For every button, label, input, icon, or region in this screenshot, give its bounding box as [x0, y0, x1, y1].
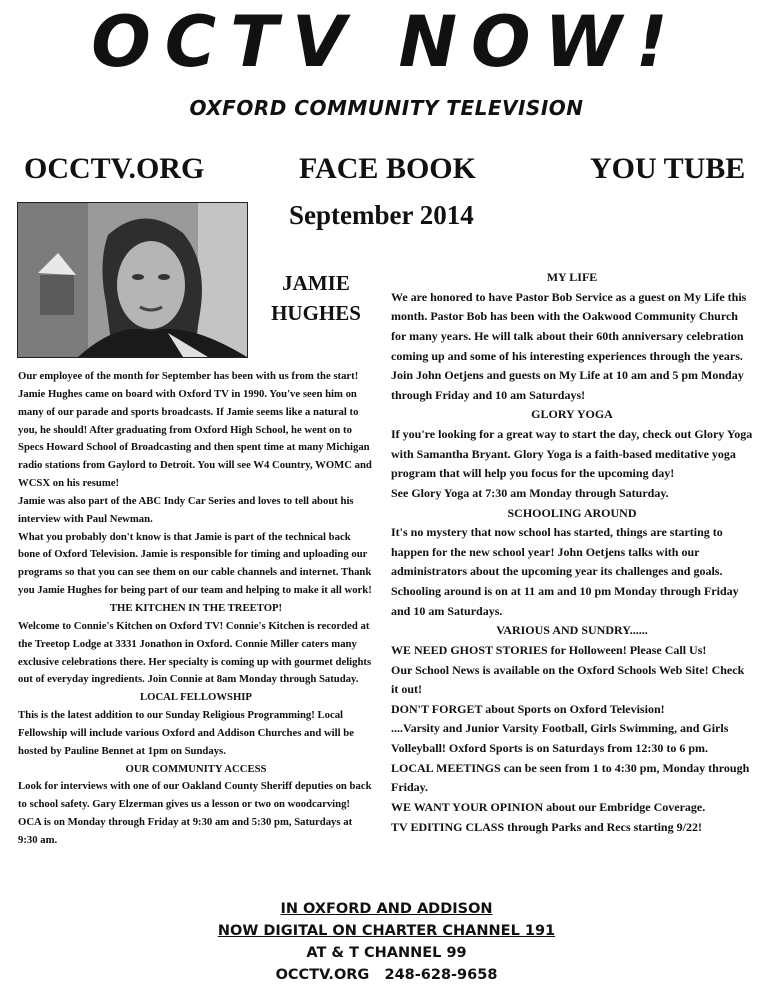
employee-paragraph: Jamie was also part of the ABC Indy Car Series and loves to tell about his interview with Paul Newman.: [18, 494, 354, 525]
issue-date: September 2014: [289, 200, 474, 230]
various-item: ....Varsity and Junior Varsity Football, Girls Swimming, and Girls Volleyball! Oxford Sports is on Saturdays from 12:30 to 6 pm.: [391, 721, 729, 755]
section-heading-schooling-around: SCHOOLING AROUND: [507, 505, 637, 520]
employee-last-name: HUGHES: [271, 301, 361, 325]
various-item: WE NEED GHOST STORIES for Holloween! Please Call Us!: [391, 642, 707, 657]
various-item: TV EDITING CLASS through Parks and Recs starting 9/22!: [391, 819, 702, 834]
right-column: [391, 268, 753, 837]
section-heading-various: VARIOUS AND SUNDRY......: [496, 623, 648, 638]
section-body-my-life: We are honored to have Pastor Bob Service as a guest on My Life this month. Pastor Bob has been with the Oakwood Community Church for many years. He will talk about their 60th anniversary celebration coming up and some of his interesting experiences through the years. Join John Oetjens and guests on My Life at 10 am and 5 pm Monday through Friday and 10 am Saturdays!: [391, 289, 747, 402]
section-body-schooling-around: It's no mystery that now school has started, things are starting to happen for the new school year! John Oetjens talks with our administrators about the upcoming year its challenges and goals. Schooling around is on at 11 am and 10 pm Monday through Friday and 10 am Saturdays.: [391, 525, 739, 618]
section-heading-my-life: MY LIFE: [546, 270, 598, 284]
section-body-community-access: Look for interviews with one of our Oakland County Sheriff deputies on back to school safety. Gary Elzerman gives us a lesson or two on woodcarving! OCA is on Monday through Friday at 9:30 am and 5:30 pm, Saturdays at 9:30 am.: [18, 780, 372, 846]
website-link[interactable]: OCCTV.ORG: [24, 152, 205, 185]
various-item: Our School News is available on the Oxford Schools Web Site! Check it out!: [391, 662, 745, 697]
section-body-glory-yoga: See Glory Yoga at 7:30 am Monday through Saturday.: [391, 485, 669, 500]
employee-name: [261, 268, 371, 328]
various-item: LOCAL MEETINGS can be seen from 1 to 4:30 pm, Monday through Friday.: [391, 760, 750, 795]
section-body-fellowship: This is the latest addition to our Sunday Religious Programming! Local Fellowship will include various Oxford and Addison Churches and will be hosted by Pauline Bennet at 1pm on Sundays.: [18, 709, 354, 757]
footer-line-2: NOW DIGITAL ON CHARTER CHANNEL 191: [217, 923, 556, 939]
left-column: [18, 368, 374, 850]
footer-line-4: OCCTV.ORG 248-628-9658: [275, 967, 498, 983]
footer-line-3: AT & T CHANNEL 99: [306, 945, 467, 961]
youtube-link[interactable]: YOU TUBE: [590, 152, 746, 185]
various-item: DON'T FORGET about Sports on Oxford Television!: [391, 701, 665, 716]
facebook-link[interactable]: FACE BOOK: [299, 152, 476, 185]
section-heading-community-access: OUR COMMUNITY ACCESS: [125, 762, 267, 775]
section-heading-glory-yoga: GLORY YOGA: [531, 407, 613, 422]
employee-paragraph: What you probably don't know is that Jamie is part of the technical back bone of Oxford Television. Jamie is responsible for timing and uploading our programs so that you can see them on our cable channels and internet. Thank you Jamie Hughes for being part of our team and helping to make it all work!: [18, 530, 372, 597]
footer-line-1: IN OXFORD AND ADDISON: [280, 901, 493, 917]
masthead-subtitle: OXFORD COMMUNITY TELEVISION: [189, 96, 584, 120]
employee-paragraph: Our employee of the month for September has been with us from the start! Jamie Hughes came on board with Oxford TV in 1990. You've seen him on many of our parade and sports broadcasts. If Jamie seems like a natural to you, he should! After graduating from Oxford High School, he went on to Specs Howard School of Broadcasting and then spent time at many Michigan radio stations from Gaylord to Detroit. You will see W4 Country, WOMC and WCSX on his resume!: [18, 370, 372, 490]
section-body-kitchen: Welcome to Connie's Kitchen on Oxford TV! Connie's Kitchen is recorded at the Treetop Lodge at 3331 Jonathon in Oxford. Connie Miller caters many exclusive celebrations there. Her specialty is coming up with gourmet delights out of everyday ingredients. Join Connie at 8am Monday through Satuday.: [18, 619, 372, 686]
section-body-glory-yoga: If you're looking for a great way to start the day, check out Glory Yoga with Samantha Bryant. Glory Yoga is a faith-based meditative yoga program that will help you focus for the upcoming day!: [391, 427, 753, 481]
employee-first-name: JAMIE: [282, 271, 350, 295]
employee-photo: [17, 202, 248, 358]
portrait-image: [18, 203, 247, 357]
section-heading-fellowship: LOCAL FELLOWSHIP: [140, 691, 252, 704]
masthead-title: OCTV NOW!: [91, 1, 682, 83]
various-item: WE WANT YOUR OPINION about our Embridge Coverage.: [391, 799, 706, 814]
section-heading-kitchen: THE KITCHEN IN THE TREETOP!: [109, 601, 283, 614]
